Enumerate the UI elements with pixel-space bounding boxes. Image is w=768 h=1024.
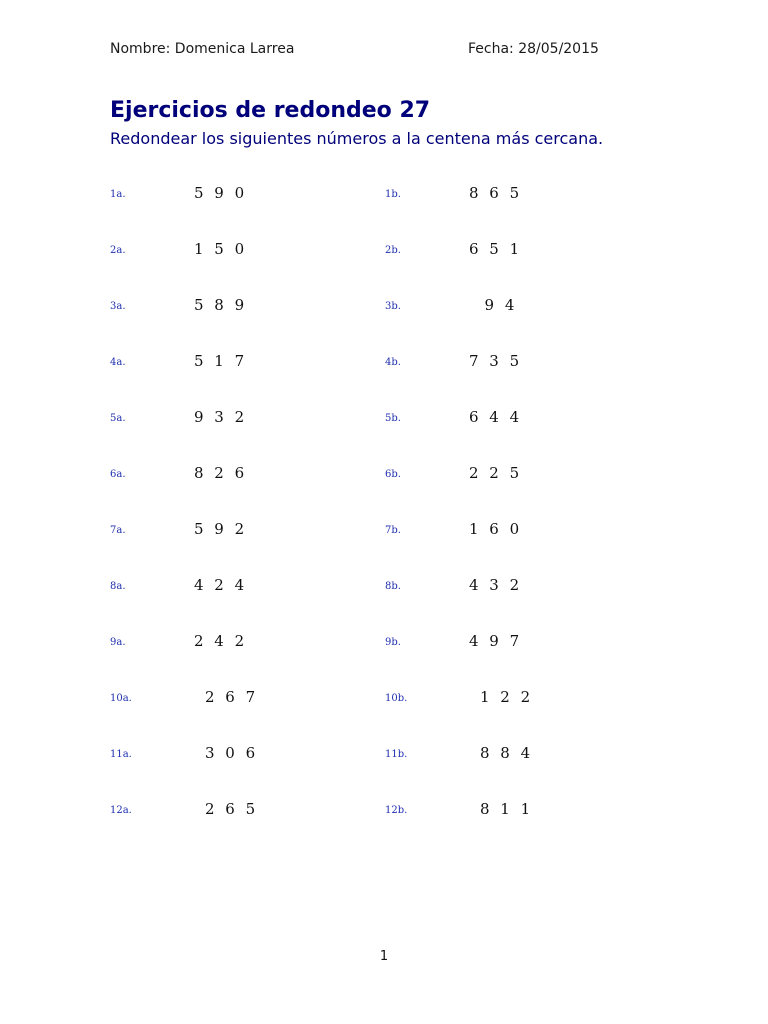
exercise-number: 6 5 1 <box>469 240 523 258</box>
exercise-b-9 <box>385 632 585 656</box>
date: Fecha: 28/05/2015 <box>468 41 599 57</box>
exercise-b-11 <box>385 744 585 768</box>
page-number: 1 <box>379 949 389 964</box>
exercise-number: 5 8 9 <box>194 296 248 314</box>
exercise-number: 6 4 4 <box>469 408 523 426</box>
exercise-number: 9 3 2 <box>194 408 248 426</box>
exercise-number: 5 1 7 <box>194 352 248 370</box>
exercise-number: 8 1 1 <box>480 800 534 818</box>
exercise-label: 3a. <box>110 301 126 312</box>
exercise-label: 9b. <box>385 637 401 648</box>
exercise-label: 12a. <box>110 805 132 816</box>
student-name: Nombre: Domenica Larrea <box>110 41 295 57</box>
exercise-number: 1 6 0 <box>469 520 523 538</box>
exercise-label: 1b. <box>385 189 401 200</box>
exercise-a-1 <box>110 184 310 208</box>
exercise-label: 10b. <box>385 693 408 704</box>
exercise-label: 7b. <box>385 525 401 536</box>
exercise-label: 11b. <box>385 749 408 760</box>
exercise-b-4 <box>385 352 585 376</box>
exercise-label: 6b. <box>385 469 401 480</box>
exercise-number: 5 9 0 <box>194 184 248 202</box>
exercise-number: 3 0 6 <box>205 744 259 762</box>
exercise-number: 4 2 4 <box>194 576 248 594</box>
exercise-label: 9a. <box>110 637 126 648</box>
exercise-label: 5a. <box>110 413 126 424</box>
exercise-label: 1a. <box>110 189 126 200</box>
exercise-a-12 <box>110 800 310 824</box>
exercise-b-6 <box>385 464 585 488</box>
exercise-label: 2a. <box>110 245 126 256</box>
exercise-label: 2b. <box>385 245 401 256</box>
exercise-number: 2 4 2 <box>194 632 248 650</box>
exercise-number: 2 2 5 <box>469 464 523 482</box>
exercise-label: 8b. <box>385 581 401 592</box>
exercise-number: 1 2 2 <box>480 688 534 706</box>
exercise-label: 4b. <box>385 357 401 368</box>
exercise-b-5 <box>385 408 585 432</box>
exercise-number: 8 2 6 <box>194 464 248 482</box>
exercise-label: 12b. <box>385 805 408 816</box>
exercise-a-2 <box>110 240 310 264</box>
exercise-a-8 <box>110 576 310 600</box>
exercise-number: 4 3 2 <box>469 576 523 594</box>
exercise-a-3 <box>110 296 310 320</box>
exercise-number: 7 3 5 <box>469 352 523 370</box>
exercise-a-7 <box>110 520 310 544</box>
exercise-a-6 <box>110 464 310 488</box>
instructions: Redondear los siguientes números a la centena más cercana. <box>110 129 604 148</box>
exercise-number: 8 6 5 <box>469 184 523 202</box>
exercise-number: 4 9 7 <box>469 632 523 650</box>
exercise-label: 6a. <box>110 469 126 480</box>
page-title: Ejercicios de redondeo 27 <box>110 98 431 123</box>
exercise-label: 10a. <box>110 693 132 704</box>
exercise-number: 8 8 4 <box>480 744 534 762</box>
exercise-number: 1 5 0 <box>194 240 248 258</box>
exercise-label: 4a. <box>110 357 126 368</box>
exercise-a-11 <box>110 744 310 768</box>
exercise-b-1 <box>385 184 585 208</box>
exercise-a-9 <box>110 632 310 656</box>
exercise-number: 2 6 7 <box>205 688 259 706</box>
exercise-number: 9 4 <box>469 296 518 314</box>
exercise-number: 2 6 5 <box>205 800 259 818</box>
exercise-b-2 <box>385 240 585 264</box>
exercise-b-7 <box>385 520 585 544</box>
exercise-label: 5b. <box>385 413 401 424</box>
exercise-label: 11a. <box>110 749 132 760</box>
exercise-b-10 <box>385 688 585 712</box>
exercise-label: 3b. <box>385 301 401 312</box>
exercise-label: 8a. <box>110 581 126 592</box>
exercise-b-3 <box>385 296 585 320</box>
exercise-b-8 <box>385 576 585 600</box>
exercise-number: 5 9 2 <box>194 520 248 538</box>
exercise-a-10 <box>110 688 310 712</box>
exercise-label: 7a. <box>110 525 126 536</box>
exercise-a-4 <box>110 352 310 376</box>
exercise-a-5 <box>110 408 310 432</box>
exercise-b-12 <box>385 800 585 824</box>
